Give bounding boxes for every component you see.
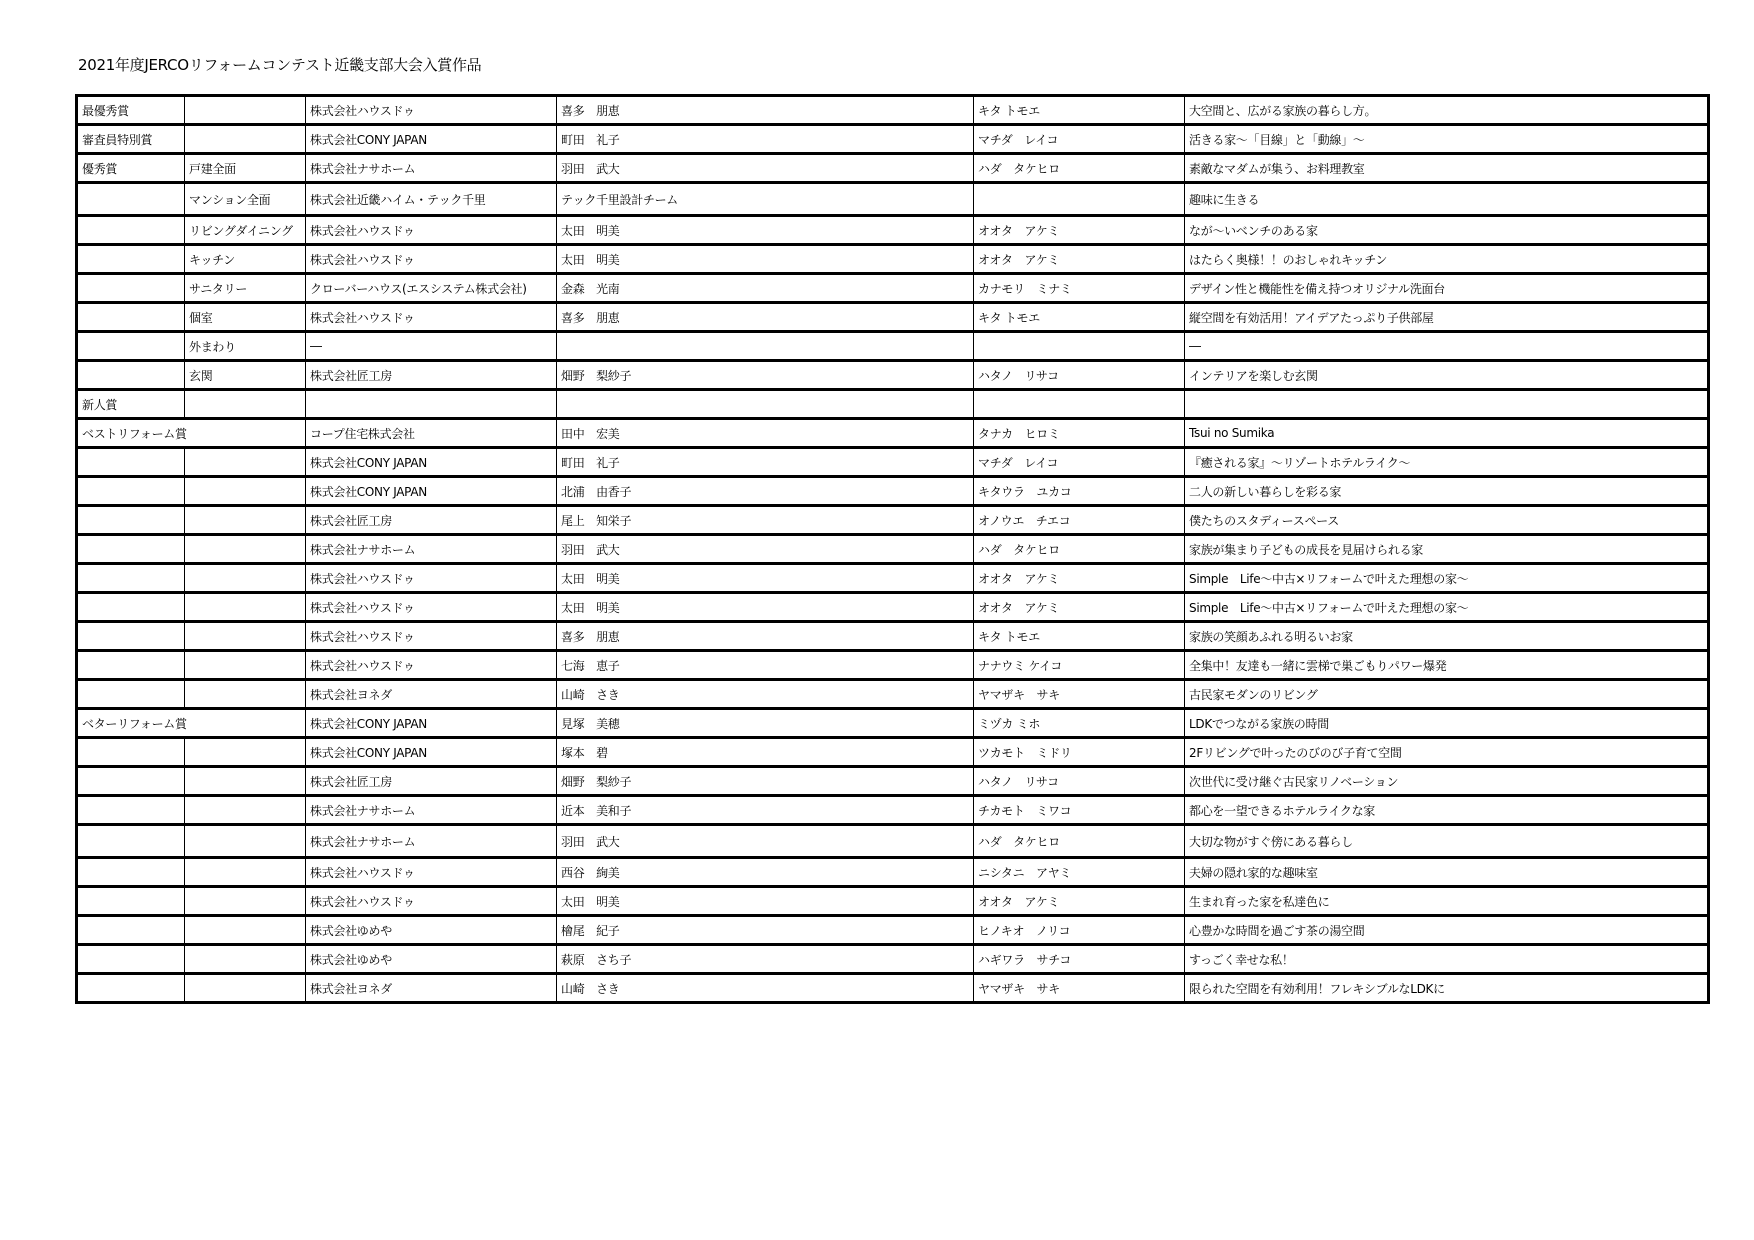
cell-kana: オオタ アケミ bbox=[974, 216, 1185, 245]
cell-kana bbox=[974, 183, 1185, 216]
table-row bbox=[77, 183, 1709, 216]
cell-name: 太田 明美 bbox=[557, 564, 974, 593]
cell-work: 古民家モダンのリビング bbox=[1185, 680, 1709, 709]
cell-company: 株式会社ハウスドゥ bbox=[306, 651, 557, 680]
cell-name: 七海 恵子 bbox=[557, 651, 974, 680]
cell-work: 大空間と、広がる家族の暮らし方。 bbox=[1185, 96, 1709, 125]
cell-name: 太田 明美 bbox=[557, 593, 974, 622]
cell-kana: キタウラ ユカコ bbox=[974, 477, 1185, 506]
cell-category: 外まわり bbox=[185, 332, 306, 361]
table-row bbox=[77, 738, 1709, 767]
cell-company: 株式会社ハウスドゥ bbox=[306, 96, 557, 125]
cell-name: 尾上 知栄子 bbox=[557, 506, 974, 535]
cell-company: ― bbox=[306, 332, 557, 361]
cell-award: 最優秀賞 bbox=[77, 96, 185, 125]
cell-name: 畑野 梨紗子 bbox=[557, 767, 974, 796]
cell-kana bbox=[974, 390, 1185, 419]
cell-category: サニタリー bbox=[185, 274, 306, 303]
cell-kana: ハギワラ サチコ bbox=[974, 945, 1185, 974]
cell-name bbox=[557, 390, 974, 419]
cell-company: 株式会社ハウスドゥ bbox=[306, 245, 557, 274]
cell-name: 羽田 武大 bbox=[557, 154, 974, 183]
cell-award: 審査員特別賞 bbox=[77, 125, 185, 154]
cell-work: Simple Life～中古×リフォームで叶えた理想の家～ bbox=[1185, 564, 1709, 593]
cell-kana: マチダ レイコ bbox=[974, 125, 1185, 154]
table-row bbox=[77, 916, 1709, 945]
cell-company: クローバーハウス(エスシステム株式会社) bbox=[306, 274, 557, 303]
cell-company: 株式会社近畿ハイム・テック千里 bbox=[306, 183, 557, 216]
cell-work bbox=[1185, 390, 1709, 419]
cell-name: 金森 光南 bbox=[557, 274, 974, 303]
table-row bbox=[77, 274, 1709, 303]
table-row bbox=[77, 477, 1709, 506]
cell-company: 株式会社ヨネダ bbox=[306, 680, 557, 709]
cell-award: 新人賞 bbox=[77, 390, 185, 419]
cell-company: 株式会社ハウスドゥ bbox=[306, 303, 557, 332]
cell-company: 株式会社匠工房 bbox=[306, 767, 557, 796]
table-row bbox=[77, 154, 1709, 183]
cell-award bbox=[77, 680, 185, 709]
cell-company bbox=[306, 390, 557, 419]
cell-name: 西谷 絢美 bbox=[557, 858, 974, 887]
cell-work: LDKでつながる家族の時間 bbox=[1185, 709, 1709, 738]
table-row bbox=[77, 593, 1709, 622]
cell-category: マンション全面 bbox=[185, 183, 306, 216]
cell-kana: ヤマザキ サキ bbox=[974, 974, 1185, 1003]
cell-award bbox=[77, 796, 185, 825]
cell-company: 株式会社ハウスドゥ bbox=[306, 887, 557, 916]
cell-category bbox=[185, 477, 306, 506]
cell-name: 山崎 さき bbox=[557, 680, 974, 709]
cell-company: 株式会社CONY JAPAN bbox=[306, 477, 557, 506]
cell-award bbox=[77, 564, 185, 593]
cell-kana: キタ トモエ bbox=[974, 96, 1185, 125]
cell-company: 株式会社CONY JAPAN bbox=[306, 125, 557, 154]
table-row bbox=[77, 796, 1709, 825]
cell-award: ベターリフォーム賞 bbox=[77, 709, 306, 738]
cell-company: 株式会社ハウスドゥ bbox=[306, 564, 557, 593]
cell-category bbox=[185, 680, 306, 709]
table-row bbox=[77, 361, 1709, 390]
table-row bbox=[77, 622, 1709, 651]
cell-work: インテリアを楽しむ玄関 bbox=[1185, 361, 1709, 390]
cell-name: 田中 宏美 bbox=[557, 419, 974, 448]
cell-award bbox=[77, 945, 185, 974]
cell-kana: ヤマザキ サキ bbox=[974, 680, 1185, 709]
cell-name: 羽田 武大 bbox=[557, 535, 974, 564]
cell-work: 素敵なマダムが集う、お料理教室 bbox=[1185, 154, 1709, 183]
table-row bbox=[77, 825, 1709, 858]
cell-category bbox=[185, 96, 306, 125]
cell-award bbox=[77, 245, 185, 274]
cell-work: なが～いベンチのある家 bbox=[1185, 216, 1709, 245]
cell-company: コープ住宅株式会社 bbox=[306, 419, 557, 448]
cell-award bbox=[77, 183, 185, 216]
cell-kana: ヒノキオ ノリコ bbox=[974, 916, 1185, 945]
cell-work: 『癒される家』～リゾートホテルライク～ bbox=[1185, 448, 1709, 477]
cell-name: 塚本 碧 bbox=[557, 738, 974, 767]
cell-award bbox=[77, 858, 185, 887]
cell-award bbox=[77, 506, 185, 535]
cell-category bbox=[185, 390, 306, 419]
page-title: 2021年度JERCOリフォームコンテスト近畿支部大会入賞作品 bbox=[78, 56, 482, 74]
cell-work: 縦空間を有効活用！アイデアたっぷり子供部屋 bbox=[1185, 303, 1709, 332]
cell-work: 都心を一望できるホテルライクな家 bbox=[1185, 796, 1709, 825]
cell-name: 喜多 朋恵 bbox=[557, 96, 974, 125]
cell-work: 夫婦の隠れ家的な趣味室 bbox=[1185, 858, 1709, 887]
cell-kana: ミヅカ ミホ bbox=[974, 709, 1185, 738]
cell-category bbox=[185, 887, 306, 916]
cell-category bbox=[185, 593, 306, 622]
cell-company: 株式会社ハウスドゥ bbox=[306, 593, 557, 622]
table-row bbox=[77, 216, 1709, 245]
cell-work: 二人の新しい暮らしを彩る家 bbox=[1185, 477, 1709, 506]
table-row bbox=[77, 125, 1709, 154]
cell-work: 生まれ育った家を私達色に bbox=[1185, 887, 1709, 916]
cell-name: 檜尾 紀子 bbox=[557, 916, 974, 945]
cell-work: 心豊かな時間を過ごす茶の湯空間 bbox=[1185, 916, 1709, 945]
cell-category bbox=[185, 535, 306, 564]
cell-name: 太田 明美 bbox=[557, 245, 974, 274]
cell-kana: ハタノ リサコ bbox=[974, 767, 1185, 796]
cell-award: ベストリフォーム賞 bbox=[77, 419, 306, 448]
cell-kana: オオタ アケミ bbox=[974, 593, 1185, 622]
table-row bbox=[77, 535, 1709, 564]
cell-award: 優秀賞 bbox=[77, 154, 185, 183]
cell-work: はたらく奥様！！のおしゃれキッチン bbox=[1185, 245, 1709, 274]
cell-kana: ツカモト ミドリ bbox=[974, 738, 1185, 767]
cell-name: テック千里設計チーム bbox=[557, 183, 974, 216]
cell-award bbox=[77, 738, 185, 767]
cell-work: すっごく幸せな私！ bbox=[1185, 945, 1709, 974]
table-row bbox=[77, 448, 1709, 477]
cell-category bbox=[185, 945, 306, 974]
cell-award bbox=[77, 887, 185, 916]
table-row bbox=[77, 709, 1709, 738]
cell-name: 北浦 由香子 bbox=[557, 477, 974, 506]
cell-category bbox=[185, 738, 306, 767]
table-row bbox=[77, 651, 1709, 680]
cell-company: 株式会社匠工房 bbox=[306, 361, 557, 390]
cell-name: 喜多 朋恵 bbox=[557, 303, 974, 332]
table-row bbox=[77, 245, 1709, 274]
cell-award bbox=[77, 535, 185, 564]
cell-company: 株式会社ハウスドゥ bbox=[306, 216, 557, 245]
cell-work: 趣味に生きる bbox=[1185, 183, 1709, 216]
cell-category bbox=[185, 974, 306, 1003]
cell-name: 町田 礼子 bbox=[557, 125, 974, 154]
cell-category: キッチン bbox=[185, 245, 306, 274]
cell-award bbox=[77, 274, 185, 303]
cell-kana: チカモト ミワコ bbox=[974, 796, 1185, 825]
cell-award bbox=[77, 916, 185, 945]
award-table bbox=[75, 94, 1710, 1004]
cell-category bbox=[185, 825, 306, 858]
cell-company: 株式会社ハウスドゥ bbox=[306, 858, 557, 887]
table-row bbox=[77, 564, 1709, 593]
cell-kana: キタ トモエ bbox=[974, 303, 1185, 332]
cell-category bbox=[185, 125, 306, 154]
cell-category: リビングダイニング bbox=[185, 216, 306, 245]
cell-name: 太田 明美 bbox=[557, 216, 974, 245]
cell-category bbox=[185, 564, 306, 593]
cell-company: 株式会社ナサホーム bbox=[306, 825, 557, 858]
cell-award bbox=[77, 448, 185, 477]
cell-kana: オノウエ チエコ bbox=[974, 506, 1185, 535]
cell-work: 大切な物がすぐ傍にある暮らし bbox=[1185, 825, 1709, 858]
cell-award bbox=[77, 767, 185, 796]
cell-kana: オオタ アケミ bbox=[974, 245, 1185, 274]
cell-company: 株式会社ヨネダ bbox=[306, 974, 557, 1003]
cell-company: 株式会社ハウスドゥ bbox=[306, 622, 557, 651]
cell-category: 戸建全面 bbox=[185, 154, 306, 183]
table-row bbox=[77, 390, 1709, 419]
cell-category bbox=[185, 796, 306, 825]
cell-award bbox=[77, 622, 185, 651]
cell-kana: オオタ アケミ bbox=[974, 887, 1185, 916]
cell-name: 太田 明美 bbox=[557, 887, 974, 916]
table-row bbox=[77, 419, 1709, 448]
cell-work: 家族が集まり子どもの成長を見届けられる家 bbox=[1185, 535, 1709, 564]
table-row bbox=[77, 303, 1709, 332]
cell-award bbox=[77, 332, 185, 361]
table-row bbox=[77, 945, 1709, 974]
cell-category bbox=[185, 858, 306, 887]
cell-category bbox=[185, 651, 306, 680]
cell-award bbox=[77, 651, 185, 680]
cell-name: 喜多 朋恵 bbox=[557, 622, 974, 651]
cell-category bbox=[185, 448, 306, 477]
cell-name: 萩原 さち子 bbox=[557, 945, 974, 974]
cell-category bbox=[185, 916, 306, 945]
cell-kana: ハダ タケヒロ bbox=[974, 154, 1185, 183]
cell-award bbox=[77, 974, 185, 1003]
cell-company: 株式会社ゆめや bbox=[306, 945, 557, 974]
cell-name: 近本 美和子 bbox=[557, 796, 974, 825]
cell-kana: ハダ タケヒロ bbox=[974, 535, 1185, 564]
cell-kana: ニシタニ アヤミ bbox=[974, 858, 1185, 887]
cell-kana: オオタ アケミ bbox=[974, 564, 1185, 593]
table-row bbox=[77, 974, 1709, 1003]
cell-work: 僕たちのスタディースペース bbox=[1185, 506, 1709, 535]
cell-award bbox=[77, 477, 185, 506]
cell-kana: カナモリ ミナミ bbox=[974, 274, 1185, 303]
cell-kana: ハタノ リサコ bbox=[974, 361, 1185, 390]
cell-award bbox=[77, 593, 185, 622]
cell-company: 株式会社ナサホーム bbox=[306, 796, 557, 825]
cell-work: Simple Life～中古×リフォームで叶えた理想の家～ bbox=[1185, 593, 1709, 622]
table-row bbox=[77, 887, 1709, 916]
table-row bbox=[77, 767, 1709, 796]
cell-category bbox=[185, 622, 306, 651]
cell-kana: ハダ タケヒロ bbox=[974, 825, 1185, 858]
cell-work: 家族の笑顔あふれる明るいお家 bbox=[1185, 622, 1709, 651]
cell-category bbox=[185, 506, 306, 535]
cell-award bbox=[77, 303, 185, 332]
cell-company: 株式会社CONY JAPAN bbox=[306, 448, 557, 477]
cell-kana: キタ トモエ bbox=[974, 622, 1185, 651]
cell-name: 町田 礼子 bbox=[557, 448, 974, 477]
cell-work: Tsui no Sumika bbox=[1185, 419, 1709, 448]
cell-work: ― bbox=[1185, 332, 1709, 361]
table-row bbox=[77, 858, 1709, 887]
cell-name: 羽田 武大 bbox=[557, 825, 974, 858]
cell-name: 見塚 美穂 bbox=[557, 709, 974, 738]
cell-name bbox=[557, 332, 974, 361]
cell-work: デザイン性と機能性を備え持つオリジナル洗面台 bbox=[1185, 274, 1709, 303]
cell-kana bbox=[974, 332, 1185, 361]
cell-name: 畑野 梨紗子 bbox=[557, 361, 974, 390]
cell-work: 限られた空間を有効利用！フレキシブルなLDKに bbox=[1185, 974, 1709, 1003]
cell-company: 株式会社CONY JAPAN bbox=[306, 709, 557, 738]
table-row bbox=[77, 96, 1709, 125]
cell-category: 個室 bbox=[185, 303, 306, 332]
cell-work: 2Fリビングで叶ったのびのび子育て空間 bbox=[1185, 738, 1709, 767]
cell-award bbox=[77, 216, 185, 245]
cell-kana: マチダ レイコ bbox=[974, 448, 1185, 477]
cell-work: 全集中！友達も一緒に雲梯で巣ごもりパワー爆発 bbox=[1185, 651, 1709, 680]
cell-company: 株式会社ゆめや bbox=[306, 916, 557, 945]
cell-company: 株式会社CONY JAPAN bbox=[306, 738, 557, 767]
cell-company: 株式会社匠工房 bbox=[306, 506, 557, 535]
cell-award bbox=[77, 825, 185, 858]
table-row bbox=[77, 680, 1709, 709]
cell-kana: ナナウミ ケイコ bbox=[974, 651, 1185, 680]
cell-work: 次世代に受け継ぐ古民家リノベーション bbox=[1185, 767, 1709, 796]
cell-award bbox=[77, 361, 185, 390]
table-row bbox=[77, 332, 1709, 361]
cell-work: 活きる家～「目線」と「動線」～ bbox=[1185, 125, 1709, 154]
cell-company: 株式会社ナサホーム bbox=[306, 154, 557, 183]
cell-company: 株式会社ナサホーム bbox=[306, 535, 557, 564]
cell-name: 山崎 さき bbox=[557, 974, 974, 1003]
cell-category bbox=[185, 767, 306, 796]
cell-kana: タナカ ヒロミ bbox=[974, 419, 1185, 448]
cell-category: 玄関 bbox=[185, 361, 306, 390]
table-row bbox=[77, 506, 1709, 535]
